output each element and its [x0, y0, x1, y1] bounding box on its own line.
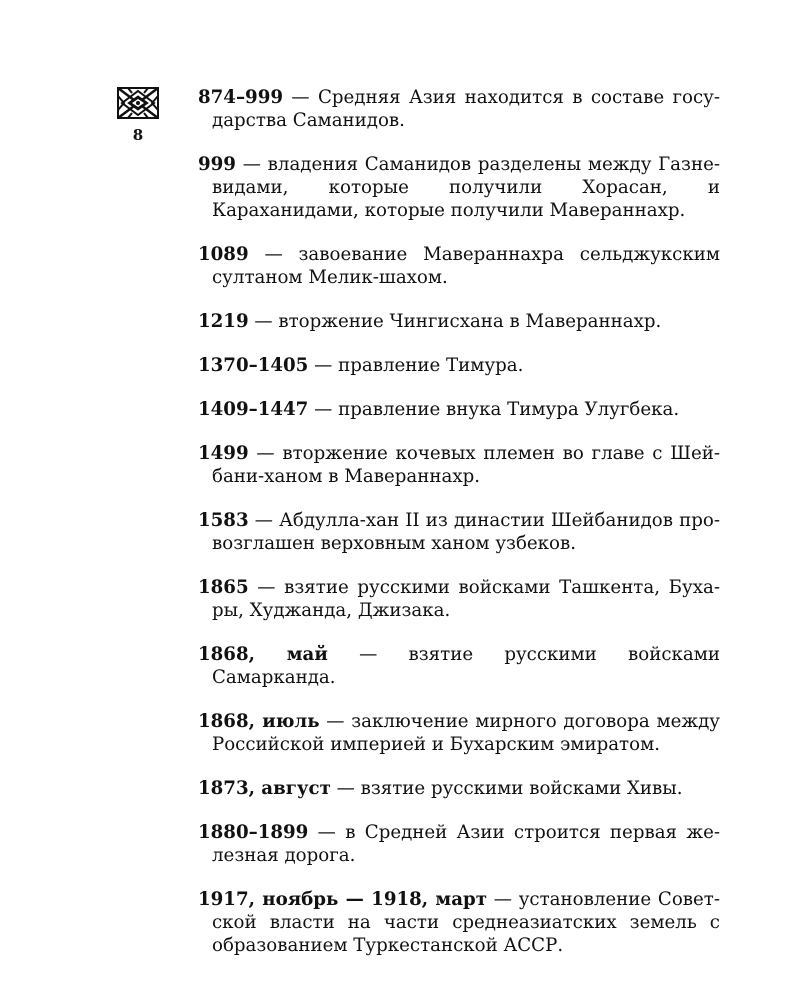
chronology-entry [198, 153, 720, 222]
entry-text: — правление Тимура. [308, 355, 524, 376]
entry-text: — вторжение кочевых племен во главе с Шейбани-ханом в Мавераннахр. [212, 443, 720, 487]
entry-date: 1917, ноябрь — 1918, март [198, 889, 487, 910]
chronology-entry [198, 86, 720, 132]
chronology-entry [198, 310, 720, 333]
entry-date: 1219 [198, 311, 249, 332]
entry-date: 1868, май [198, 644, 328, 665]
entry-date: 1583 [198, 510, 249, 531]
chronology-entry [198, 398, 720, 421]
entry-text: — установление Советской власти на части среднеазиатских земель с образованием Туркестанской АССР. [212, 889, 720, 956]
chronology-entry [198, 888, 720, 957]
entry-text: — заключение мирного договора между Российской империей и Бухарским эмиратом. [212, 711, 720, 755]
chronology-entry [198, 576, 720, 622]
page-number: 8 [132, 126, 144, 144]
entry-date: 1089 [198, 244, 249, 265]
chronology-entry [198, 442, 720, 488]
entry-text: — завоевание Мавераннахра сельджукским султаном Мелик-шахом. [212, 244, 720, 288]
entry-text: — вторжение Чингисхана в Мавераннахр. [248, 311, 662, 332]
entry-text: — владения Саманидов разделены между Газневидами, которые получили Хорасан, и Караханидами, которые получили Мавераннахр. [212, 154, 720, 221]
chronology-entry [198, 777, 720, 800]
chronology-list [198, 86, 720, 978]
entry-text: — взятие русскими войсками Ташкента, Бухары, Худжанда, Джизака. [212, 577, 720, 621]
entry-date: 1409–1447 [198, 399, 309, 420]
entry-text: — правление внука Тимура Улугбека. [308, 399, 680, 420]
celtic-knot-ornament-icon [116, 86, 160, 120]
entry-text: — взятие русскими войсками Самарканда. [212, 644, 721, 688]
entry-date: 1865 [198, 577, 249, 598]
entry-date: 1873, август [198, 778, 331, 799]
entry-date: 874–999 [198, 87, 284, 108]
chronology-entry [198, 643, 720, 689]
chronology-entry [198, 710, 720, 756]
chronology-entry [198, 354, 720, 377]
chronology-entry [198, 509, 720, 555]
entry-text: — в Средней Азии строится первая железная дорога. [212, 822, 720, 866]
entry-text: — взятие русскими войсками Хивы. [330, 778, 683, 799]
entry-date: 999 [198, 154, 236, 175]
chronology-entry [198, 243, 720, 289]
entry-text: — Абдулла-хан II из династии Шейбанидов провозглашен верховным ханом узбеков. [212, 510, 720, 554]
entry-date: 1499 [198, 443, 249, 464]
entry-date: 1868, июль [198, 711, 320, 732]
entry-date: 1370–1405 [198, 355, 309, 376]
entry-date: 1880–1899 [198, 822, 309, 843]
chronology-entry [198, 821, 720, 867]
entry-text: — Средняя Азия находится в составе государства Саманидов. [212, 87, 720, 131]
